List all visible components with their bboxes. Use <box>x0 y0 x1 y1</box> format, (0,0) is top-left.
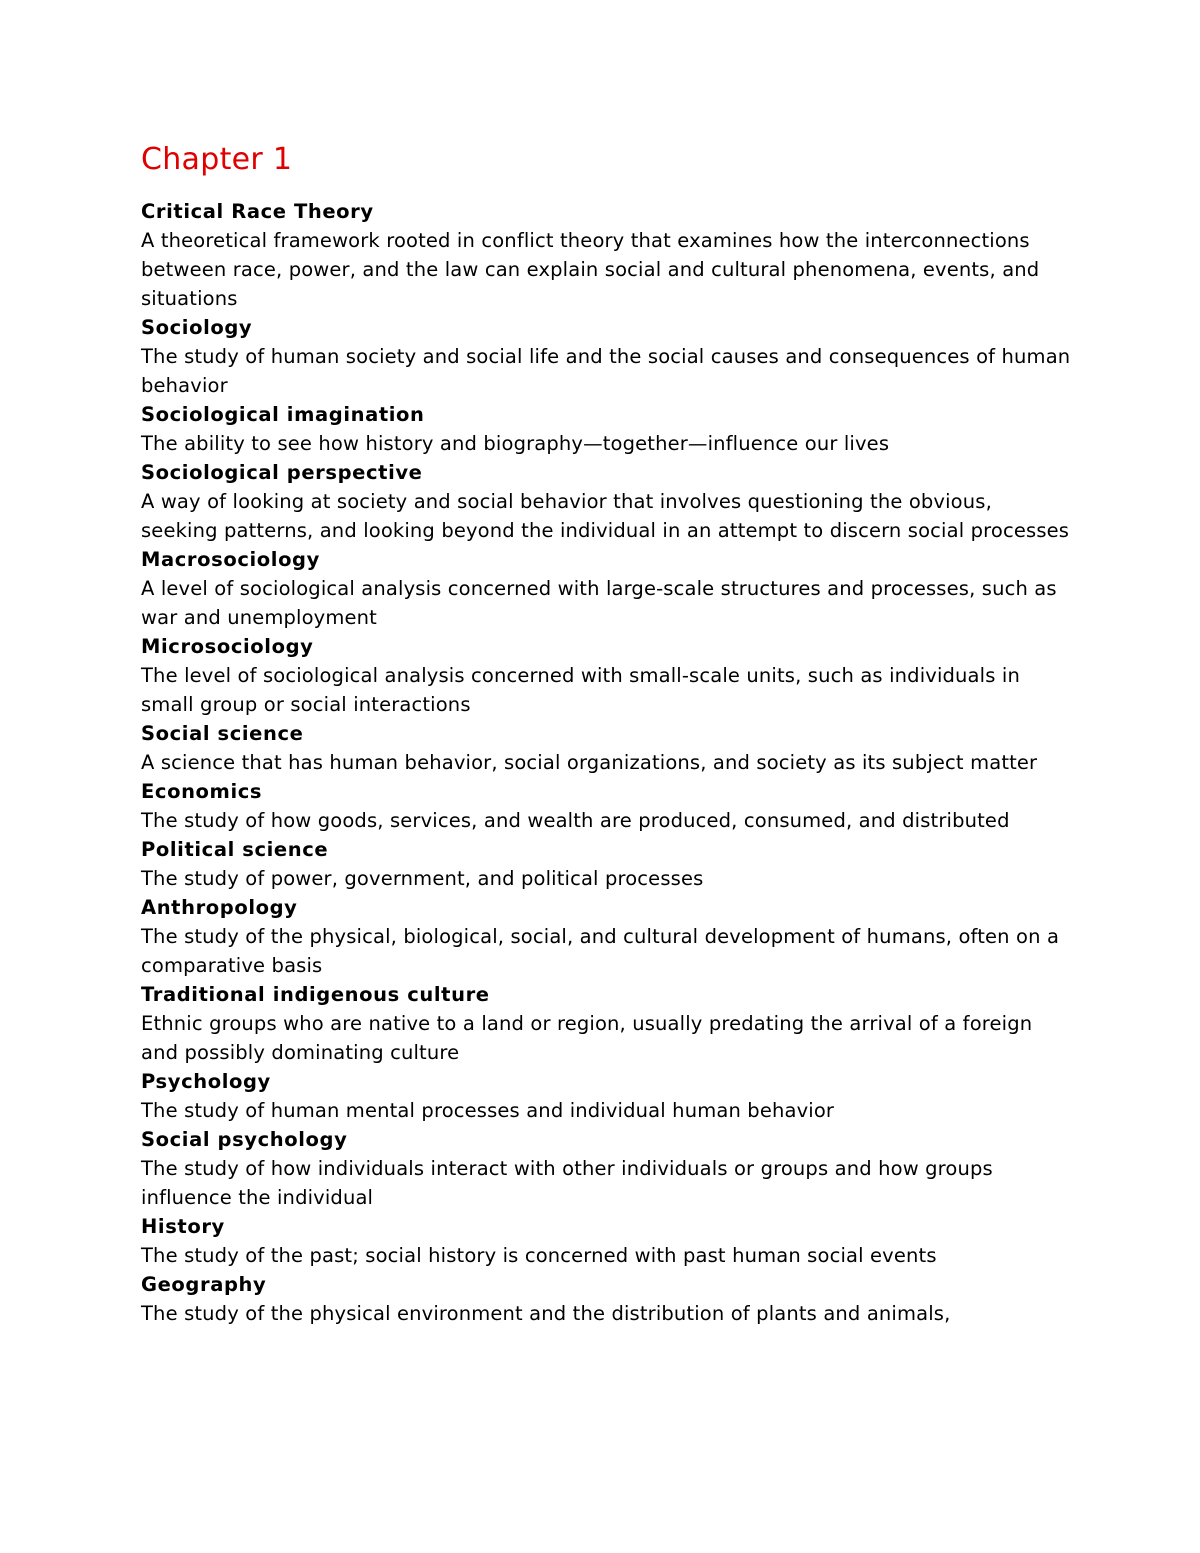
glossary-term: Economics <box>141 780 263 803</box>
glossary-definition: A level of sociological analysis concerned with large-scale structures and processes, such as war and unemployment <box>141 577 1057 629</box>
glossary-definition: The study of human mental processes and individual human behavior <box>141 1099 835 1122</box>
glossary-definition: The study of how individuals interact with other individuals or groups and how groups influence the individual <box>141 1157 993 1209</box>
glossary-entry <box>141 1067 1071 1125</box>
glossary-entry <box>141 458 1071 545</box>
chapter-title: Chapter 1 <box>141 142 293 177</box>
glossary-term: Sociology <box>141 316 253 339</box>
glossary-entry <box>141 197 1071 313</box>
glossary-entry <box>141 1125 1071 1212</box>
glossary-entry <box>141 719 1071 777</box>
glossary-term: Critical Race Theory <box>141 200 374 223</box>
glossary-definition: The study of the physical environment and the distribution of plants and animals, <box>141 1302 951 1325</box>
glossary-term: Social psychology <box>141 1128 348 1151</box>
glossary-definition: The study of the physical, biological, social, and cultural development of humans, often on a comparative basis <box>141 925 1060 977</box>
glossary-definition: The level of sociological analysis concerned with small-scale units, such as individuals in small group or social interactions <box>141 664 1020 716</box>
glossary-entry <box>141 545 1071 632</box>
glossary-entry <box>141 777 1071 835</box>
glossary-term: Microsociology <box>141 635 314 658</box>
glossary-entry <box>141 313 1071 400</box>
glossary-term: Sociological perspective <box>141 461 423 484</box>
document-content <box>141 136 1071 1328</box>
glossary-entry <box>141 835 1071 893</box>
glossary-term: Political science <box>141 838 329 861</box>
glossary-term: Macrosociology <box>141 548 320 571</box>
glossary-entry <box>141 400 1071 458</box>
glossary-definition: The study of power, government, and political processes <box>141 867 704 890</box>
glossary-entry <box>141 1212 1071 1270</box>
glossary-term: Geography <box>141 1273 267 1296</box>
glossary-entry <box>141 632 1071 719</box>
glossary-definition: A way of looking at society and social behavior that involves questioning the obvious, seeking patterns, and looking beyond the individual in an attempt to discern social processes <box>141 490 1070 542</box>
glossary-definition: The study of how goods, services, and wealth are produced, consumed, and distributed <box>141 809 1010 832</box>
glossary-term: History <box>141 1215 225 1238</box>
glossary-entry <box>141 893 1071 980</box>
glossary-term: Psychology <box>141 1070 271 1093</box>
glossary-term: Social science <box>141 722 304 745</box>
glossary-term: Traditional indigenous culture <box>141 983 490 1006</box>
glossary-definition: A theoretical framework rooted in conflict theory that examines how the interconnections between race, power, and the law can explain social and cultural phenomena, events, and situations <box>141 229 1040 310</box>
glossary-entry <box>141 1270 1071 1328</box>
glossary-definition: A science that has human behavior, social organizations, and society as its subject matter <box>141 751 1038 774</box>
glossary-entry <box>141 980 1071 1067</box>
glossary-definition: The study of human society and social life and the social causes and consequences of human behavior <box>141 345 1071 397</box>
glossary-definition: The study of the past; social history is concerned with past human social events <box>141 1244 937 1267</box>
glossary-term: Anthropology <box>141 896 298 919</box>
glossary-definition: Ethnic groups who are native to a land or region, usually predating the arrival of a foreign and possibly dominating culture <box>141 1012 1033 1064</box>
glossary-definition: The ability to see how history and biography—together—influence our lives <box>141 432 890 455</box>
glossary-term: Sociological imagination <box>141 403 425 426</box>
